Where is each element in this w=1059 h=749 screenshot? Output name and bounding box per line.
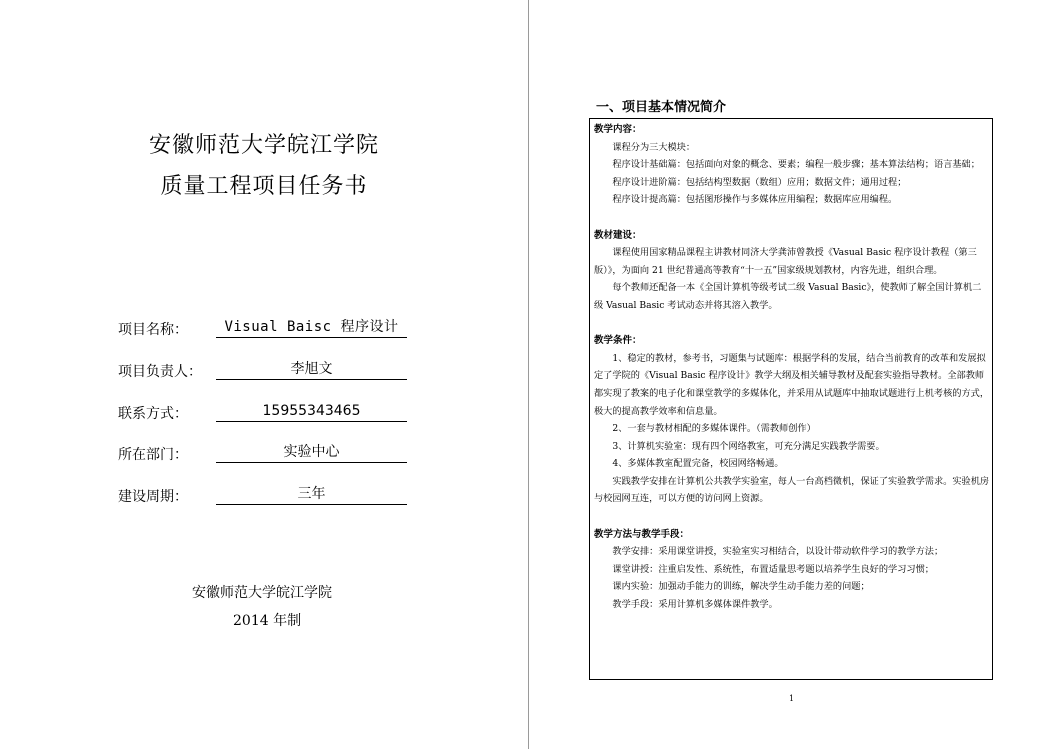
contact-value: 15955343465 [216, 402, 407, 422]
department-label: 所在部门： [118, 447, 188, 463]
period-label: 建设周期： [118, 489, 188, 505]
methods-line: 教学手段：采用计算机多媒体课件教学。 [612, 599, 778, 611]
department-value: 实验中心 [216, 443, 407, 463]
teaching-content-line: 程序设计提高篇：包括图形操作与多媒体应用编程；数据库应用编程。 [612, 194, 898, 206]
teaching-content-title: 教学内容： [594, 124, 642, 135]
teaching-content-line: 课程分为三大模块： [612, 141, 696, 153]
project-name-label: 项目名称： [118, 322, 188, 338]
page-number: 1 [789, 694, 795, 703]
textbook-title: 教材建设： [594, 229, 642, 241]
methods-line: 课堂讲授：注重启发性、系统性，布置适量思考题以培养学生良好的学习习惯； [612, 563, 934, 575]
cover-page [0, 0, 528, 749]
section-heading: 一、项目基本情况简介 [596, 100, 727, 115]
conditions-line: 1、稳定的教材，参考书，习题集与试题库：根据学科的发展，结合当前教育的改革和发展拟定了学院的《Visual Basic 程序设计》教学大纲及相关辅导教材及配套实验指导教材。全部教师都实现了教案的电子化和课堂教学的多媒体化，并采用从试题库中抽取试题进行上机考核的方式，极大的提高教学效率和信息量。 [594, 352, 990, 417]
teaching-content-line: 程序设计基础篇：包括面向对象的概念、要素；编程一般步骤；基本算法结构；语言基础； [612, 159, 980, 171]
methods-line: 课内实验：加强动手能力的训练，解决学生动手能力差的问题； [612, 581, 870, 593]
conditions-line: 实践教学安排在计算机公共教学实验室，每人一台高档微机，保证了实验教学需求。实验机房与校园网互连，可以方便的访问网上资源。 [594, 475, 990, 505]
project-leader-value: 李旭文 [216, 360, 407, 380]
contact-label: 联系方式： [118, 406, 188, 422]
methods-line: 教学安排：采用课堂讲授，实验室实习相结合，以设计带动软件学习的教学方法； [612, 546, 944, 558]
project-leader-label: 项目负责人： [118, 364, 202, 380]
teaching-content-line: 程序设计进阶篇：包括结构型数据（数组）应用；数据文件；通用过程； [612, 176, 907, 188]
project-name-value: Visual Baisc 程序设计 [216, 318, 407, 338]
methods-title: 教学方法与教学手段： [594, 528, 690, 540]
content-text [594, 121, 990, 614]
textbook-line: 课程使用国家精品课程主讲教材同济大学龚沛曾教授《Vasual Basic 程序设计教程（第三版）》，为面向 21 世纪普通高等教育“十一五”国家级规划教材，内容先进，组织合理。 [594, 247, 977, 276]
period-value: 三年 [216, 485, 407, 505]
cover-title-document: 质量工程项目任务书 [160, 174, 368, 199]
conditions-line: 3、计算机实验室：现有四个网络教室，可充分满足实践教学需要。 [612, 440, 885, 452]
textbook-line: 每个教师还配备一本《全国计算机等级考试二级 Vasual Basic》，使教师了解全国计算机二级 Vasual Basic 考试动态并将其溶入教学。 [594, 282, 982, 311]
cover-year: 2014 年制 [233, 613, 302, 629]
cover-issuer: 安徽师范大学皖江学院 [192, 585, 332, 601]
conditions-line: 4、多媒体教室配置完备，校园网络畅通。 [612, 458, 784, 470]
cover-title-school: 安徽师范大学皖江学院 [148, 133, 379, 158]
conditions-title: 教学条件： [594, 335, 642, 347]
conditions-line: 2、一套与教材相配的多媒体课件。（需教师创作） [612, 423, 816, 435]
